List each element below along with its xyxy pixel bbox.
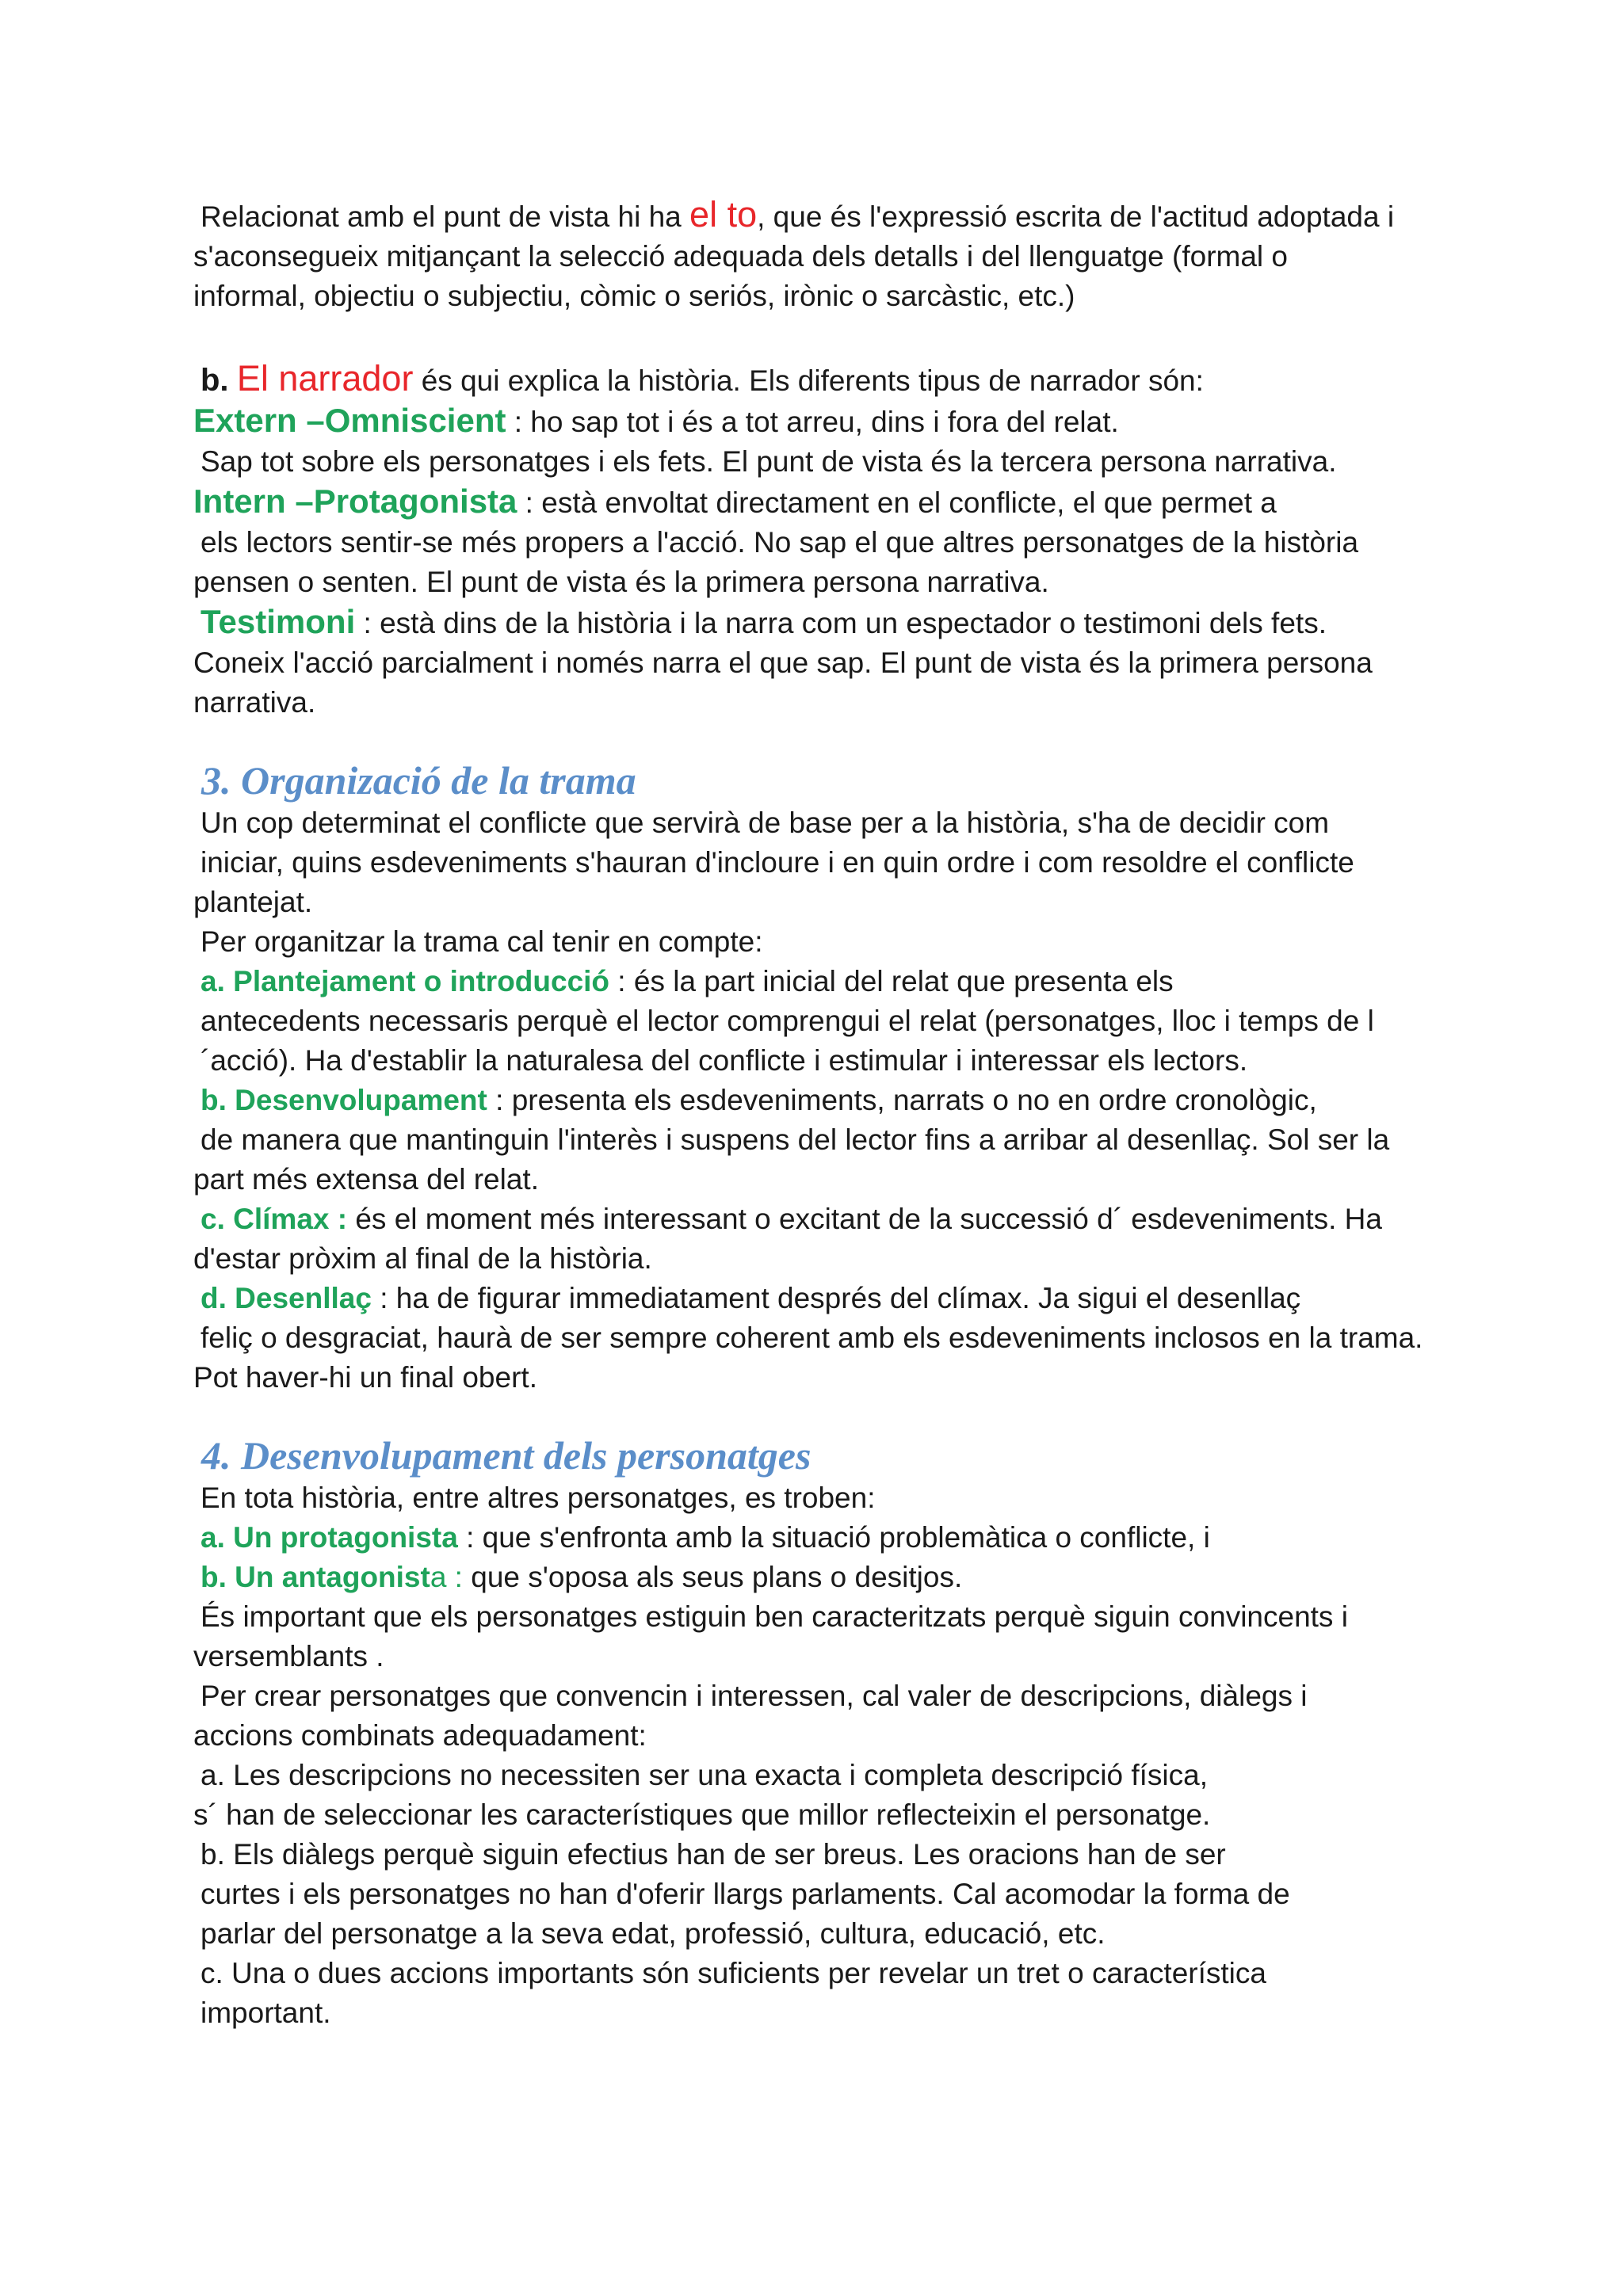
s3-item-a-term: a. Plantejament o introducció: [200, 965, 610, 997]
s4-item-a-text: : que s'enfronta amb la situació problemàtica o conflicte, i: [457, 1521, 1210, 1554]
s4-item-b-text: que s'oposa als seus plans o desitjos.: [462, 1561, 963, 1593]
s3-item-b-line-1: [193, 1081, 1501, 1120]
s3-para-line-3: plantejat.: [193, 886, 313, 918]
s3-item-d-line-2: feliç o desgraciat, haurà de ser sempre coherent amb els esdeveniments inclosos en la trama.: [200, 1322, 1423, 1354]
s4-para-line-1: En tota història, entre altres personatges, es troben:: [200, 1482, 876, 1514]
tone-line-3: informal, objectiu o subjectiu, còmic o seriós, irònic o sarcàstic, etc.): [193, 280, 1075, 312]
narrator-intro: [193, 359, 1501, 401]
narrator-testimoni-line-2: Coneix l'acció parcialment i només narra el que sap. El punt de vista és la primera persona: [193, 646, 1373, 679]
s4-item-b-term-tail: a :: [430, 1561, 463, 1593]
narrator-testimoni-line-3: narrativa.: [193, 686, 316, 719]
narrator-testimoni-line-1: [193, 602, 1501, 643]
s4-para-line-5: accions combinats adequadament:: [193, 1719, 647, 1752]
tone-line-2: s'aconsegueix mitjançant la selecció adequada dels detalls i del llenguatge (formal o: [193, 240, 1289, 273]
s3-item-a-line-2: antecedents necessaris perquè el lector comprengui el relat (personatges, lloc i temps de l: [200, 1005, 1374, 1037]
s3-para-line-4: Per organitzar la trama cal tenir en compte:: [200, 925, 763, 958]
narrator-intern-term: Intern –Protagonista: [193, 482, 517, 520]
narrator-testimoni-text: : està dins de la història i la narra com un espectador o testimoni dels fets.: [355, 607, 1327, 639]
section-4-heading: 4. Desenvolupament dels personatges: [201, 1433, 812, 1478]
s3-item-b-line-2: de manera que mantinguin l'interès i suspens del lector fins a arribar al desenllaç. Sol ser la: [200, 1123, 1390, 1156]
s3-item-a-line-3: ´acció). Ha d'establir la naturalesa del conflicte i estimular i interessar els lectors.: [200, 1044, 1248, 1077]
s3-item-d-line-1: [193, 1279, 1501, 1318]
s3-item-d-text: : ha de figurar immediatament després del clímax. Ja sigui el desenllaç: [371, 1282, 1301, 1314]
document-page: [193, 195, 1501, 2033]
narrator-intern-line-3: pensen o senten. El punt de vista és la primera persona narrativa.: [193, 566, 1049, 598]
s3-item-c-line-1: [193, 1199, 1501, 1239]
narrator-letter: b.: [200, 363, 229, 398]
s4-para-line-2: És important que els personatges estiguin ben caracteritzats perquè siguin convincents i: [200, 1600, 1348, 1633]
s4-para-line-3: versemblants .: [193, 1640, 384, 1672]
s4-item-a-line: [193, 1518, 1501, 1558]
narrator-intern-text: : està envoltat directament en el conflicte, el que permet a: [517, 486, 1277, 519]
tone-term: el to: [689, 194, 758, 235]
s4-list-a-line-1: a. Les descripcions no necessiten ser una exacta i completa descripció física,: [200, 1759, 1208, 1791]
narrator-testimoni-term: Testimoni: [200, 603, 356, 640]
s3-item-b-text: : presenta els esdeveniments, narrats o no en ordre cronològic,: [487, 1084, 1317, 1116]
s3-item-a-line-1: [193, 962, 1501, 1001]
narrator-intro-text: és qui explica la història. Els diferents tipus de narrador són:: [413, 364, 1204, 397]
s4-list-b-line-3: parlar del personatge a la seva edat, professió, cultura, educació, etc.: [200, 1917, 1106, 1950]
narrator-extern-line-1: [193, 401, 1501, 442]
s4-list-c-line-1: c. Una o dues accions importants són suficients per revelar un tret o característica: [200, 1957, 1266, 1989]
narrator-term: El narrador: [236, 358, 414, 399]
s4-list-a-line-2: s´ han de seleccionar les característiques que millor reflecteixin el personatge.: [193, 1798, 1211, 1831]
s4-list-b-line-1: b. Els diàlegs perquè siguin efectius han de ser breus. Les oracions han de ser: [200, 1838, 1226, 1871]
s3-item-c-line-2: d'estar pròxim al final de la història.: [193, 1242, 652, 1275]
narrator-extern-text: : ho sap tot i és a tot arreu, dins i fora del relat.: [506, 406, 1119, 438]
s4-item-b-line: [193, 1558, 1501, 1597]
s4-list-b-line-2: curtes i els personatges no han d'oferir llargs parlaments. Cal acomodar la forma de: [200, 1878, 1290, 1910]
tone-text-pre: Relacionat amb el punt de vista hi ha: [200, 200, 690, 233]
narrator-intern-line-2: els lectors sentir-se més propers a l'acció. No sap el que altres personatges de la història: [200, 526, 1359, 559]
s3-item-d-line-3: Pot haver-hi un final obert.: [193, 1361, 537, 1394]
tone-line-1: [193, 195, 1501, 237]
s4-item-b-term: b. Un antagonist: [200, 1561, 430, 1593]
s4-item-a-term: a. Un protagonista: [200, 1521, 458, 1554]
s3-para-line-1: Un cop determinat el conflicte que servirà de base per a la història, s'ha de decidir com: [200, 807, 1330, 839]
s4-para-line-4: Per crear personatges que convencin i interessen, cal valer de descripcions, diàlegs i: [200, 1680, 1308, 1712]
narrator-extern-term: Extern –Omniscient: [193, 402, 506, 439]
narrator-intern-line-1: [193, 482, 1501, 523]
s3-item-b-term: b. Desenvolupament: [200, 1084, 487, 1116]
section-3-heading: 3. Organizació de la trama: [201, 758, 636, 803]
s3-item-c-term: c. Clímax :: [200, 1203, 348, 1235]
tone-text-post: , que és l'expressió escrita de l'actitud adoptada i: [757, 200, 1395, 233]
s3-item-d-term: d. Desenllaç: [200, 1282, 372, 1314]
s3-item-b-line-3: part més extensa del relat.: [193, 1163, 539, 1196]
s3-para-line-2: iniciar, quins esdeveniments s'hauran d'incloure i en quin ordre i com resoldre el conflicte: [200, 846, 1354, 879]
s4-list-c-line-2: important.: [200, 1997, 331, 2029]
narrator-extern-line-2: Sap tot sobre els personatges i els fets. El punt de vista és la tercera persona narrativa.: [200, 445, 1337, 478]
s3-item-c-text: és el moment més interessant o excitant de la successió d´ esdeveniments. Ha: [347, 1203, 1382, 1235]
s3-item-a-text: : és la part inicial del relat que presenta els: [609, 965, 1174, 997]
